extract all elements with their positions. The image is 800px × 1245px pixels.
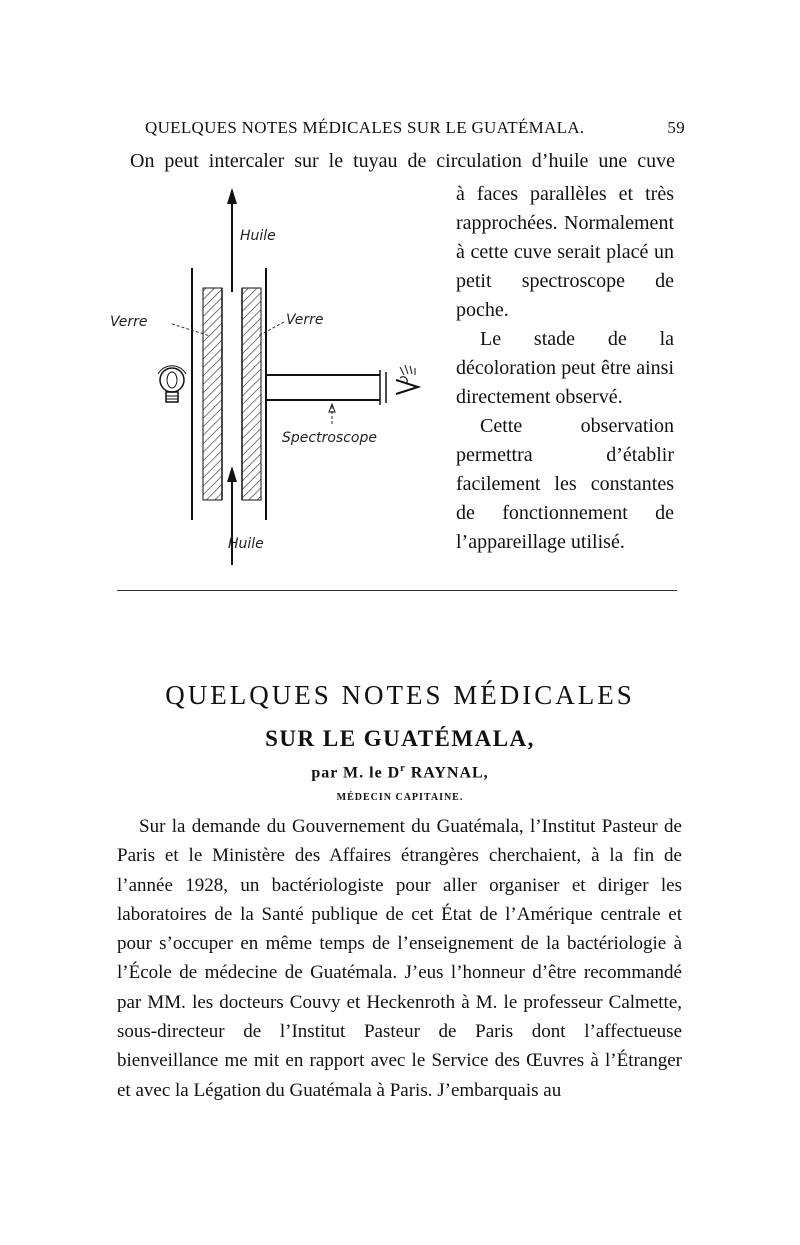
- byline: [0, 763, 800, 782]
- label-glass-right: Verre: [286, 312, 324, 328]
- article-body: [117, 812, 682, 1105]
- arrow-up-icon-2: [227, 466, 237, 482]
- arrow-up-icon: [227, 188, 237, 204]
- intro-side-text: [456, 180, 674, 557]
- glass-right: [242, 288, 261, 500]
- byline-name: RAYNAL,: [405, 764, 489, 782]
- label-spectroscope: Spectroscope: [282, 430, 377, 446]
- byline-prefix: par M. le D: [311, 764, 401, 782]
- intro-line: On peut intercaler sur le tuyau de circulation d’huile une cuve: [130, 150, 675, 172]
- side-paragraph-2: Le stade de la décoloration peut être ainsi directement observé.: [456, 328, 674, 408]
- lamp-icon: [158, 366, 186, 402]
- glass-left: [203, 288, 222, 500]
- side-paragraph-3: Cette observation permettra d’établir facilement les constantes de fonctionnement de l’appareillage utilisé.: [456, 415, 674, 553]
- author-rank: MÉDECIN CAPITAINE.: [336, 792, 464, 803]
- byline-sup: r: [400, 763, 406, 774]
- label-oil-bottom: Huile: [228, 536, 264, 552]
- page-number: 59: [667, 118, 685, 137]
- section-divider: [117, 590, 677, 591]
- eye-icon: [396, 365, 418, 394]
- apparatus-diagram: [110, 180, 450, 570]
- running-title: QUELQUES NOTES MÉDICALES SUR LE GUATÉMALA.: [145, 118, 585, 137]
- side-paragraph-1: à faces parallèles et très rapprochées. Normalement à cette cuve serait placé un petit spectroscope de poche.: [456, 183, 674, 321]
- body-paragraph: Sur la demande du Gouvernement du Guatémala, l’Institut Pasteur de Paris et le Ministère des Affaires étrangères cherchaient, à la fin de l’année 1928, un bactériologiste pour aller organiser et diriger les laboratoires de la Santé publique de cet État de l’Amérique centrale et pour s’occuper en même temps de l’enseignement de la bactériologie à l’École de médecine de Guatémala. J’eus l’honneur d’être recommandé par MM. les docteurs Couvy et Heckenroth à M. le professeur Calmette, sous-directeur de l’Institut Pasteur de Paris dont l’affectueuse bienveillance me mit en rapport avec le Service des Œuvres à l’Étranger et avec la Légation du Guatémala à Paris. J’embarquais au: [117, 816, 682, 1101]
- running-head: [145, 118, 685, 138]
- label-glass-left: Verre: [110, 314, 148, 330]
- label-oil-top: Huile: [240, 228, 276, 244]
- article-title-line1: QUELQUES NOTES MÉDICALES: [165, 680, 635, 710]
- article-title-line2: SUR LE GUATÉMALA,: [265, 726, 535, 751]
